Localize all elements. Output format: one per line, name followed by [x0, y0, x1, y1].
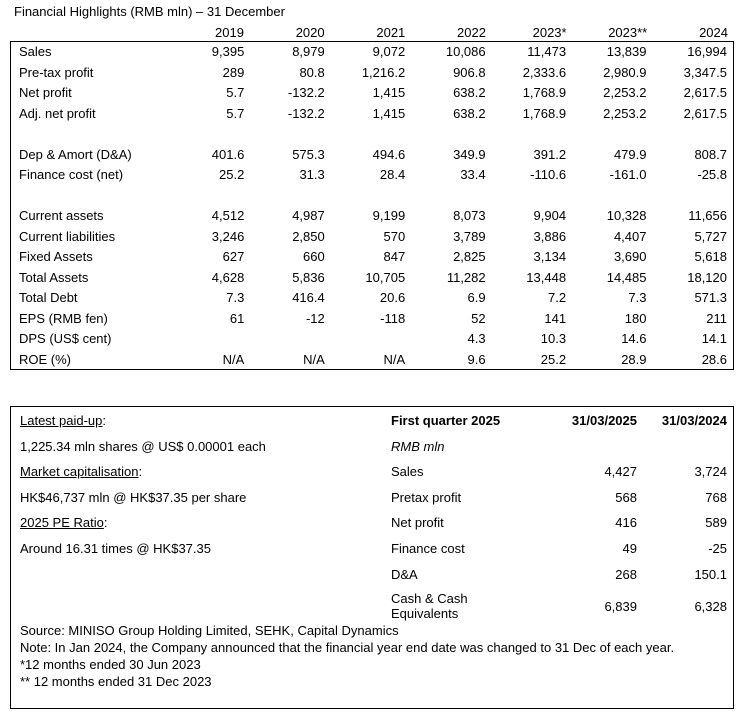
- table-row: [11, 268, 733, 289]
- table-cell: 5,836: [292, 269, 325, 285]
- table-cell: 2,825: [453, 249, 486, 265]
- table-cell: 3,347.5: [683, 64, 727, 80]
- table-cell: 7.2: [547, 290, 567, 306]
- info-heading: [20, 413, 106, 428]
- table-cell: 9.6: [467, 351, 486, 367]
- table-cell: -132.2: [287, 85, 325, 101]
- info-suffix: :: [138, 464, 143, 480]
- table-cell: 5,727: [694, 228, 727, 244]
- group-spacer: [11, 124, 733, 145]
- note-line: ** 12 months ended 31 Dec 2023: [20, 674, 212, 689]
- quarter-row-label: D&A: [391, 567, 418, 582]
- year-header-cell: 2019: [215, 25, 244, 40]
- table-cell: 13,448: [526, 269, 567, 285]
- table-cell: 141: [544, 310, 567, 326]
- table-cell: 401.6: [211, 146, 245, 162]
- table-cell: 479.9: [613, 146, 647, 162]
- table-cell: 638.2: [453, 85, 486, 101]
- table-cell: 494.6: [372, 146, 406, 162]
- table-cell: N/A: [303, 351, 325, 367]
- note-line: *12 months ended 30 Jun 2023: [20, 657, 201, 672]
- table-cell: 33.4: [460, 167, 486, 183]
- quarter-value-2025: 268: [615, 567, 637, 582]
- quarter-heading: First quarter 2025: [391, 413, 501, 428]
- page-title: Financial Highlights (RMB mln) – 31 December: [14, 4, 285, 19]
- table-cell: 4,512: [211, 208, 245, 224]
- row-label: Net profit: [19, 85, 72, 101]
- table-row: [11, 309, 733, 330]
- row-label: Total Assets: [19, 269, 89, 285]
- table-cell: 211: [706, 310, 727, 326]
- table-cell: 11,282: [446, 269, 486, 285]
- info-value: [20, 490, 246, 505]
- year-header-cell: 2023**: [608, 25, 648, 40]
- table-cell: -25.8: [697, 167, 727, 183]
- table-cell: 11,473: [527, 44, 567, 60]
- quarter-col1-header: 31/03/2025: [571, 413, 637, 428]
- table-cell: 10.3: [540, 331, 567, 347]
- info-text: Around 16.31 times @ HK$37.35: [20, 541, 211, 556]
- table-cell: 5.7: [226, 85, 245, 101]
- quarter-row-label: Cash & Cash Equivalents: [391, 591, 468, 621]
- table-cell: 660: [303, 249, 325, 265]
- info-text: 2025 PE Ratio: [20, 515, 104, 531]
- year-header-cell: 2020: [295, 25, 325, 40]
- table-cell: 61: [229, 310, 245, 326]
- info-suffix: :: [102, 413, 107, 428]
- table-row: [11, 63, 733, 84]
- table-cell: 2,253.2: [603, 85, 647, 101]
- table-cell: [250, 329, 330, 350]
- table-cell: 8,073: [453, 208, 486, 224]
- table-row: [11, 42, 733, 63]
- info-heading: [20, 464, 142, 479]
- table-row: [11, 145, 733, 166]
- table-cell: 349.9: [453, 146, 486, 162]
- table-cell: 3,246: [211, 228, 245, 244]
- table-cell: 808.7: [694, 146, 727, 162]
- table-cell: 4,407: [613, 228, 647, 244]
- table-cell: 4,987: [292, 208, 325, 224]
- quarter-value-2024: 768: [705, 490, 727, 505]
- table-cell: -118: [380, 310, 406, 326]
- row-label: ROE (%): [19, 351, 71, 367]
- notes: [20, 622, 720, 690]
- table-cell: 4,628: [211, 269, 245, 285]
- year-header-cell: 2021: [376, 25, 406, 40]
- table-row: [11, 288, 733, 309]
- table-cell: 2,617.5: [683, 105, 727, 121]
- table-cell: 906.8: [453, 64, 486, 80]
- table-cell: 575.3: [292, 146, 325, 162]
- table-cell: 14.1: [701, 331, 727, 347]
- table-cell: N/A: [222, 351, 245, 367]
- quarter-value-2024: 589: [705, 515, 727, 530]
- table-cell: 847: [383, 249, 406, 265]
- year-header: [10, 23, 734, 42]
- table-cell: 3,690: [613, 249, 647, 265]
- note-line: Note: In Jan 2024, the Company announced that the financial year end date was changed to 31 Dec of each year.: [20, 640, 675, 655]
- quarter-value-2025: 4,427: [604, 464, 637, 479]
- table-cell: -110.6: [530, 167, 567, 183]
- quarter-row-label: Finance cost: [391, 541, 465, 556]
- row-label: Adj. net profit: [19, 105, 96, 121]
- summary-panel: [10, 406, 734, 709]
- table-cell: 52: [471, 310, 486, 326]
- table-cell: 5.7: [226, 105, 245, 121]
- table-cell: N/A: [383, 351, 406, 367]
- quarter-row-label: Sales: [391, 464, 424, 479]
- table-cell: 31.3: [299, 167, 325, 183]
- table-cell: 1,768.9: [522, 105, 567, 121]
- table-cell: 571.3: [694, 290, 727, 306]
- quarter-value-2024: 6,328: [694, 599, 727, 614]
- quarter-col2-header: 31/03/2024: [661, 413, 727, 428]
- quarter-row-label: Pretax profit: [391, 490, 462, 505]
- quarter-value-2025: 49: [622, 541, 637, 556]
- table-cell: 289: [222, 64, 245, 80]
- table-row: [11, 329, 733, 350]
- row-label: Current assets: [19, 208, 104, 224]
- table-cell: 8,979: [292, 44, 325, 60]
- row-label: Total Debt: [19, 290, 78, 306]
- info-heading: [20, 515, 107, 530]
- quarter-value-2025: 416: [615, 515, 637, 530]
- table-cell: 3,789: [453, 228, 486, 244]
- table-cell: 25.2: [219, 167, 245, 183]
- table-cell: 5,618: [694, 249, 727, 265]
- row-label: Finance cost (net): [19, 167, 124, 183]
- table-cell: 10,086: [445, 44, 486, 60]
- table-cell: 1,216.2: [361, 64, 406, 80]
- table-cell: 9,395: [211, 44, 245, 60]
- table-cell: 6.9: [467, 290, 486, 306]
- table-cell: 20.6: [379, 290, 406, 306]
- table-cell: 1,415: [372, 105, 406, 121]
- table-cell: 25.2: [540, 351, 567, 367]
- table-cell: 10,705: [365, 269, 406, 285]
- row-label: Pre-tax profit: [19, 64, 94, 80]
- table-cell: [331, 329, 411, 350]
- table-cell: 4.3: [467, 331, 486, 347]
- quarter-value-2025: 568: [615, 490, 637, 505]
- row-label: Current liabilities: [19, 228, 116, 244]
- financial-highlights-table: [10, 41, 734, 370]
- table-cell: 9,072: [372, 44, 406, 60]
- table-cell: 7.3: [226, 290, 245, 306]
- table-row: [11, 227, 733, 248]
- table-row: [11, 83, 733, 104]
- table-cell: 627: [222, 249, 245, 265]
- table-cell: -12: [305, 310, 325, 326]
- table-row: [11, 165, 733, 186]
- table-cell: 3,134: [533, 249, 567, 265]
- table-cell: 13,839: [606, 44, 647, 60]
- row-label: Sales: [19, 44, 52, 60]
- table-cell: 28.6: [701, 351, 727, 367]
- table-cell: 2,850: [292, 228, 325, 244]
- quarter-value-2024: 150.1: [694, 567, 727, 582]
- table-cell: 1,415: [372, 85, 406, 101]
- table-cell: 2,617.5: [683, 85, 727, 101]
- table-cell: 11,656: [688, 208, 727, 224]
- row-label: EPS (RMB fen): [19, 310, 108, 326]
- table-cell: 18,120: [687, 269, 727, 285]
- table-cell: 570: [383, 228, 406, 244]
- info-suffix: :: [103, 515, 108, 531]
- table-row: [11, 104, 733, 125]
- table-row: [11, 206, 733, 227]
- row-label: Dep & Amort (D&A): [19, 146, 132, 162]
- quarter-row-label: Net profit: [391, 515, 444, 530]
- table-cell: 14.6: [621, 331, 647, 347]
- quarter-value-2025: 6,839: [604, 599, 637, 614]
- table-row: [11, 247, 733, 268]
- table-cell: 28.9: [621, 351, 647, 367]
- table-cell: 3,886: [533, 228, 567, 244]
- row-label: Fixed Assets: [19, 249, 93, 265]
- table-cell: 14,485: [606, 269, 647, 285]
- table-cell: 16,994: [687, 44, 727, 60]
- info-value: [20, 541, 211, 556]
- table-cell: 9,904: [533, 208, 567, 224]
- table-cell: 7.3: [628, 290, 647, 306]
- info-value: [20, 439, 266, 454]
- group-spacer: [11, 186, 733, 207]
- table-cell: 391.2: [533, 146, 567, 162]
- table-cell: 638.2: [453, 105, 486, 121]
- table-cell: 180: [624, 310, 647, 326]
- table-cell: 2,333.6: [522, 64, 567, 80]
- quarter-unit: RMB mln: [391, 439, 445, 454]
- table-cell: 2,253.2: [603, 105, 647, 121]
- table-cell: 28.4: [379, 167, 406, 183]
- table-cell: 1,768.9: [522, 85, 567, 101]
- quarter-value-2024: -25: [708, 541, 727, 556]
- year-header-cell: 2022: [457, 25, 486, 40]
- info-text: 1,225.34 mln shares @ US$ 0.00001 each: [20, 438, 266, 454]
- info-text: Latest paid-up: [20, 413, 103, 428]
- table-cell: 80.8: [299, 64, 325, 80]
- table-cell: 2,980.9: [603, 64, 647, 80]
- year-header-cell: 2024: [699, 25, 728, 40]
- year-header-cell: 2023*: [532, 25, 567, 40]
- quarter-value-2024: 3,724: [694, 464, 727, 479]
- table-cell: 9,199: [372, 208, 406, 224]
- table-row: [11, 350, 733, 371]
- table-cell: 10,328: [606, 208, 647, 224]
- table-cell: -132.2: [287, 105, 325, 121]
- table-cell: -161.0: [609, 167, 647, 183]
- info-text: Market capitalisation: [20, 464, 139, 480]
- info-text: HK$46,737 mln @ HK$37.35 per share: [20, 489, 247, 505]
- note-line: Source: MINISO Group Holding Limited, SEHK, Capital Dynamics: [20, 623, 399, 638]
- table-cell: 416.4: [292, 290, 325, 306]
- table-cell: [170, 329, 250, 350]
- row-label: DPS (US$ cent): [19, 331, 112, 347]
